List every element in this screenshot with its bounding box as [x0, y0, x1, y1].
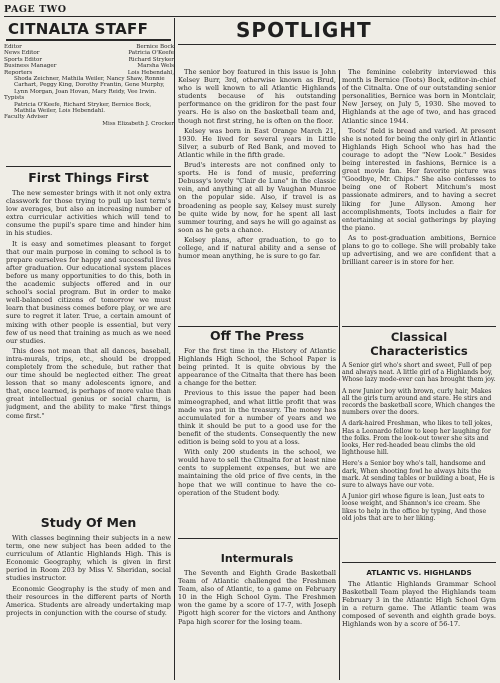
- staff-row: Reporters Lois Hebendahl,: [4, 69, 174, 76]
- spotlight-senior-girl: [342, 68, 496, 324]
- intermurals-article: [178, 552, 336, 680]
- paragraph: As to post-graduation ambitions, Bernice plans to go to college. She will probably take up advertising, and we are confident that a brilliant career is in store for her.: [342, 233, 496, 267]
- intermurals-title: Intermurals: [220, 552, 294, 565]
- first-things-article: [6, 170, 171, 514]
- classical-title: Classical Characteristics: [370, 330, 468, 358]
- classical-characteristics: [342, 330, 496, 562]
- list-item: A Junior girl whose figure is lean, Just eats to loose weight, and Shannon's ice cream. She likes to help in the office by typing, And those old jobs that are to her liking.: [342, 493, 487, 522]
- paragraph: With classes beginning their subjects in a new term, one new subject has been added to the curriculum of Atlantic Highlands High. This is Economic Geography, which is given in first period in Room 203 by Miss V. Sheridan, social studies instructor.: [6, 534, 171, 583]
- paragraph: The senior boy featured in this issue is John Kelsey Burr, 3rd, otherwise known as Brud, who is well known to all Atlantic Highlands students because of his outstanding performance on the gridiron for the past four years. He is also on the basketball team and, though not first string, he is often on the floor.: [178, 68, 336, 125]
- paragraph: The feminine celebrity interviewed this month is Bernice (Toots) Bock, editor-in-chief of the Citnalta. One of our outstanding senior personalities, Bernice was born in Montclair, New Jersey, on July 5, 1930. She moved to Highlands at the age of two, and has graced Atlantic since 1944.: [342, 68, 496, 125]
- staff-row: Editor Bernice Bock: [4, 44, 174, 50]
- staff-row: Typists: [4, 95, 25, 102]
- atlantic-vs-title: ATLANTIC VS. HIGHLANDS: [366, 568, 472, 577]
- spotlight-rule: [178, 44, 496, 45]
- staff-row: News Editor Patricia O'Keefe: [4, 50, 174, 57]
- masthead-rule: [6, 166, 171, 167]
- off-press-rule: [178, 326, 338, 327]
- paragraph: The Atlantic Highlands Grammar School Basketball Team played the Highlands team February 3 in the Atlantic High School Gym in a return game. The Atlantic team was composed of seventh and eighth grade boys. Highlands won by a score of 56-17.: [342, 580, 496, 629]
- paragraph: It is easy and sometimes pleasant to forget that our main purpose in coming to school is to prepare ourselves for happy and successful lives after graduation. Our educational system places before us many opportunities to do this, both in the academic subjects offered and in our school's social program. But in order to make well-balanced citizens of tomorrow we must learn that business comes before play, or we are sure to regret it later. True, a certain amount of mixing with other people is essential, but very few of us need that training as much as we need our studies.: [6, 239, 171, 345]
- spotlight-senior-boy: [178, 68, 336, 324]
- intermurals-rule: [178, 538, 338, 539]
- atlantic-vs-highlands-article: [342, 564, 496, 680]
- staff-row: Sports Editor Richard Stryker: [4, 56, 174, 63]
- staff-masthead: [4, 44, 174, 127]
- paragraph: Economic Geography is the study of men and their resources in the different parts of North America. Students are already undertaking map projects in conjunction with the course of study.: [6, 584, 171, 617]
- paragraph: The Seventh and Eighth Grade Basketball Team of Atlantic challenged the Freshmen Team, also of Atlantic, to a game on February 10 in the High School Gym. The Freshmen won the game by a score of 17-7, with Joseph Pigott high scorer for the victors and Anthony Papa high scorer for the losing team.: [178, 569, 336, 626]
- staff-rule: [6, 39, 171, 41]
- paragraph: Kelsey plans, after graduation, to go to college, and if natural ability and a sense of humor mean anything, he is sure to go far.: [178, 235, 336, 261]
- header-rule: [4, 16, 496, 17]
- spotlight-title: SPOTLIGHT: [236, 18, 372, 42]
- staff-row: Faculty Adviser: [4, 114, 48, 121]
- off-the-press-article: [178, 328, 336, 536]
- classical-rule: [342, 326, 496, 327]
- column-divider-left: [174, 18, 175, 680]
- page-label: PAGE TWO: [4, 4, 67, 15]
- paragraph: Toots' field is bread and varied. At present she is noted for being the only girl in Atlantic Highlands High School who has had the courage to adopt the "New Look." Besides being interested in fashions, Bernice is a great movie fan. Her favorite picture was "Goodbye, Mr. Chips." She also confesses to being one of Robert Mitchum's most passionate admirers, and to having a secret liking for June Allyson. Among her accomplishments, Toots includes a flair for entertaining at social gatherings by playing the piano.: [342, 126, 496, 232]
- off-the-press-title: Off The Press: [209, 328, 305, 343]
- paragraph: The new semester brings with it not only extra classwork for those trying to pull up last term's low averages, but also an increasing number of extra curricular activities which will tend to consume the pupil's spare time and hinder him in his studies.: [6, 189, 171, 238]
- list-item: A dark-haired Freshman, who likes to tell jokes, Has a Leonardo fellow to keep her laughing for the folks. From the look-out tower she sits and looks, Her red-headed beau climbs the old lighthouse hill.: [342, 420, 493, 457]
- reporters-list: Shoda Zeichner, Mathila Weiler, Nancy Shaw, Ronnie Carhart, Peggy King, Dorothy Frantin, Gene Murphy, Lynn Morgan, Joan Hovan, Mary Reidy, Vee Irwin.: [14, 76, 165, 95]
- staff-title: CITNALTA STAFF: [8, 20, 149, 38]
- list-item: Here's a Senior boy who's tall, handsome and dark, When shooting fowl he always hits the mark. At sending tables or building a boat, He is sure to always have our vote.: [342, 460, 495, 490]
- first-things-title: First Things First: [28, 170, 149, 185]
- study-of-men-article: [6, 515, 171, 680]
- column-divider-right: [339, 70, 340, 680]
- paragraph: For the first time in the History of Atlantic Highlands High School, the School Paper is being printed. It is quite obvious by the appearance of the Citnalta that there has been a change for the better.: [178, 347, 336, 388]
- paragraph: Brud's interests are not confined only to sports. He is fond of music, preferring Debussy's lovely "Clair de Lune" in the classic vein, and anything at all by Vaughan Munroe on the popular side. Also, if travel is as broadening as people say, Kelsey must surely be quite wide by now, for he spent all last summer touring, and says he will go against as soon as he gets a chance.: [178, 161, 336, 234]
- paragraph: Kelsey was born in East Orange March 21, 1930. He lived for several years in Little Silver, a suburb of Red Bank, and moved to Atlantic while in the fifth grade.: [178, 126, 336, 159]
- staff-row: Miss Elizabeth J. Crocker: [102, 120, 174, 127]
- paragraph: Previous to this issue the paper had been mimeographed, and what little profit that was made was put in the treasury. The money has accumulated for a number of years and we think it should be put to a good use for the benefit of the students. Consequently the new edition is being sold to you at a loss.: [178, 389, 336, 447]
- paragraph: With only 200 students in the school, we would have to sell the Citnalta for at least nine cents to supplement expenses, but we are maintaining the old price of five cents, in the hope that we will continue to have the co-operation of the Student body.: [178, 448, 336, 497]
- list-item: A Senior girl who's short and sweet, Full of pep and always neat. A little girl of a Highlands boy, Whose lazy mode-ever can has brought them joy.: [342, 362, 496, 384]
- staff-row: Business Manager Marsha Wels: [4, 63, 174, 70]
- typists-list: Patricia O'Keefe, Richard Stryker, Bernice Bock, Mathila Weiler, Lois Hebendahl.: [14, 101, 152, 115]
- study-of-men-title: Study Of Men: [40, 515, 137, 530]
- list-item: A new Junior boy with brown, curly hair, Makes all the girls turn around and stare. He stirs and records the basketball score, Which changes the numbers over the doors.: [342, 387, 495, 417]
- atlantic-rule: [342, 562, 496, 563]
- paragraph: This does not mean that all dances, baseball, intra-murals, trips, etc., should be dropped completely from the schedule, but rather that our time should be neglected either. The great lesson that so many adolescents ignore, and that, once learned, is perhaps of more value than great intellectual genius or social charm, is judgment, and the ability to make "first things come first.": [6, 346, 171, 420]
